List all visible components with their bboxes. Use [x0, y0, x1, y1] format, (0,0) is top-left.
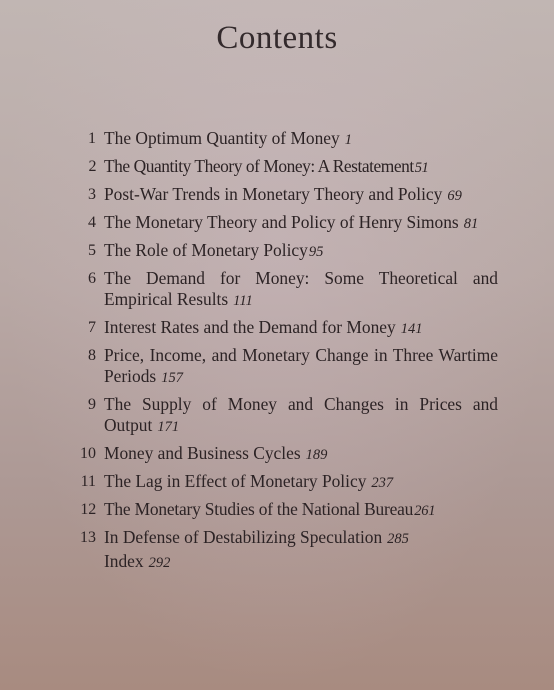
- toc-entry: [78, 471, 498, 494]
- chapter-title: Price, Income, and Monetary Change in Three Wartime Periods: [104, 345, 498, 386]
- toc-entry: [78, 527, 498, 550]
- chapter-number: 8: [88, 347, 96, 364]
- chapter-title: The Monetary Studies of the National Bureau: [104, 499, 414, 519]
- chapter-number: 6: [88, 270, 96, 287]
- page-number: 292: [148, 555, 171, 571]
- page-number: 141: [400, 321, 423, 337]
- chapter-title: The Demand for Money: Some Theoretical and Empirical Results: [104, 268, 498, 309]
- chapter-number: 2: [88, 158, 96, 175]
- page-number: 95: [308, 244, 324, 260]
- chapter-title: The Optimum Quantity of Money: [104, 128, 340, 148]
- chapter-number: 10: [80, 445, 96, 462]
- chapter-number: 5: [88, 242, 96, 259]
- chapter-title: The Supply of Money and Changes in Prices and Output: [104, 394, 498, 435]
- toc-entry: [78, 443, 498, 466]
- page-number: 69: [447, 188, 462, 204]
- index-title: Index: [104, 551, 144, 571]
- chapter-number: 13: [80, 529, 96, 546]
- toc-entry: [78, 212, 498, 235]
- chapter-title: Money and Business Cycles: [104, 443, 301, 463]
- page-number: 1: [344, 132, 352, 148]
- toc-entry: [78, 128, 498, 151]
- chapter-number: 11: [80, 473, 96, 490]
- page-number: 189: [305, 447, 328, 463]
- toc-entry: [78, 184, 498, 207]
- page-number: 51: [414, 160, 429, 176]
- table-of-contents: [78, 128, 498, 579]
- toc-entry: [78, 394, 498, 438]
- chapter-title: Interest Rates and the Demand for Money: [104, 317, 396, 337]
- chapter-number: 1: [88, 130, 96, 147]
- chapter-number: 4: [88, 214, 96, 231]
- page-title: Contents: [216, 20, 338, 56]
- page-number: 81: [463, 216, 479, 232]
- toc-entry: [78, 268, 498, 312]
- toc-entry: [78, 240, 498, 263]
- chapter-title: The Role of Monetary Policy: [104, 240, 308, 260]
- page-number: 157: [161, 370, 183, 386]
- page-number: 171: [157, 419, 180, 435]
- chapter-title: The Monetary Theory and Policy of Henry Simons: [104, 212, 459, 232]
- chapter-number: 3: [88, 186, 96, 203]
- toc-entry: [78, 156, 498, 179]
- chapter-number: 7: [88, 319, 96, 336]
- toc-entry: [78, 317, 498, 340]
- toc-entry: [78, 345, 498, 389]
- toc-entry: [78, 499, 498, 522]
- toc-entry-index: [78, 551, 498, 574]
- page-number: 111: [233, 293, 253, 309]
- chapter-title: In Defense of Destabilizing Speculation: [104, 527, 383, 547]
- chapter-title: The Lag in Effect of Monetary Policy: [104, 471, 367, 491]
- chapter-number: 12: [80, 501, 96, 518]
- page-number: 285: [387, 531, 409, 547]
- chapter-title: Post-War Trends in Monetary Theory and Policy: [104, 184, 443, 204]
- chapter-title: The Quantity Theory of Money: A Restatement: [104, 156, 414, 176]
- page-number: 237: [371, 475, 394, 491]
- page-number: 261: [414, 503, 436, 519]
- chapter-number: 9: [88, 396, 96, 413]
